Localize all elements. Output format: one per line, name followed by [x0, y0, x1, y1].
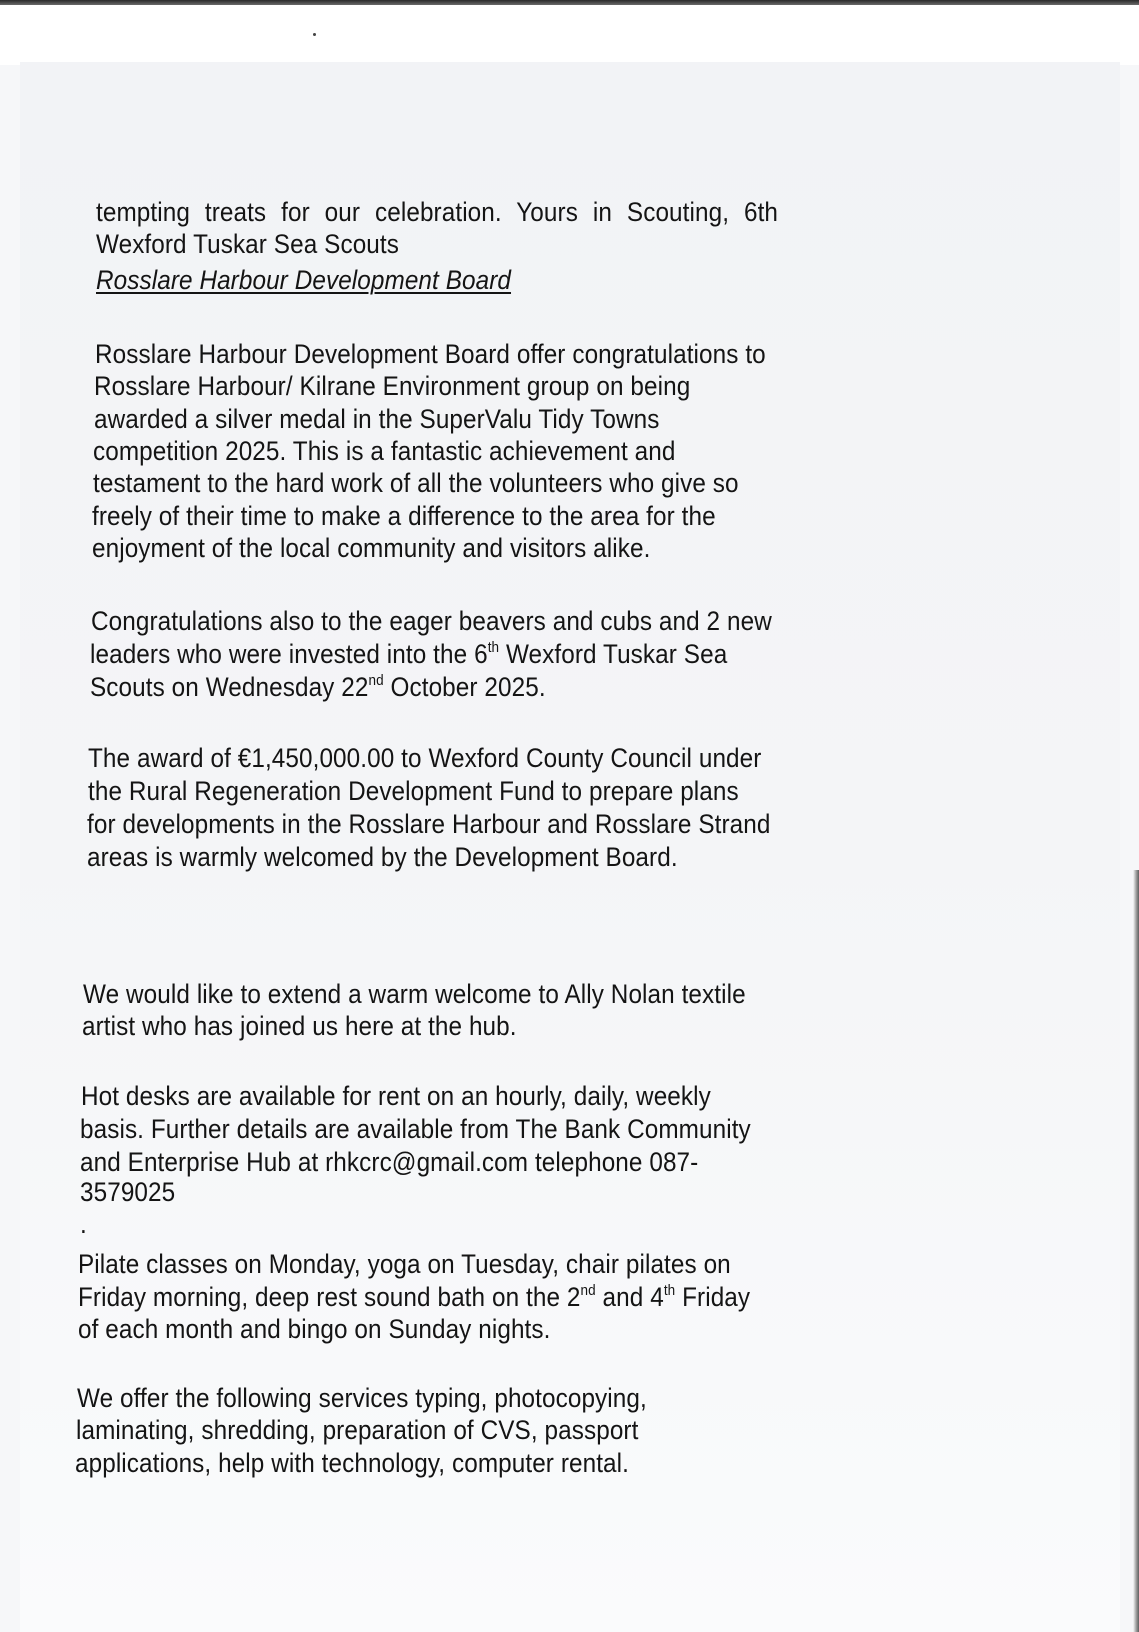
paragraph-line: We would like to extend a warm welcome to Ally Nolan textile [83, 979, 746, 1009]
paragraph-line [78, 1281, 750, 1313]
paragraph-line: applications, help with technology, computer rental. [75, 1448, 630, 1478]
paragraph-line: for developments in the Rosslare Harbour and Rosslare Strand [87, 809, 771, 839]
paragraph-line: and Enterprise Hub at rhkcrc@gmail.com telephone 087- [80, 1147, 699, 1177]
stray-period: . [80, 1209, 87, 1239]
intro-line: tempting treats for our celebration. Yours in Scouting, 6th [96, 197, 779, 227]
intro-line: Wexford Tuskar Sea Scouts [96, 229, 399, 259]
text-run: Scouts on Wednesday 22 [90, 672, 369, 702]
ordinal-suffix: nd [368, 672, 384, 689]
paragraph-line [90, 638, 727, 670]
paragraph-line: basis. Further details are available from The Bank Community [80, 1114, 751, 1144]
ordinal-suffix: th [487, 639, 500, 656]
paragraph-line [90, 671, 546, 703]
paragraph-line: freely of their time to make a difference to the area for the [92, 501, 716, 531]
paragraph-line: testament to the hard work of all the volunteers who give so [93, 468, 739, 498]
paragraph-line: laminating, shredding, preparation of CVS, passport [76, 1415, 639, 1445]
paragraph-line: Rosslare Harbour/ Kilrane Environment group on being [94, 371, 691, 401]
paragraph-line: Hot desks are available for rent on an hourly, daily, weekly [81, 1081, 711, 1111]
text-run: leaders who were invested into the 6 [90, 639, 488, 669]
paragraph-line: artist who has joined us here at the hub. [82, 1011, 517, 1041]
text-run: and 4 [595, 1282, 664, 1312]
paragraph-line: competition 2025. This is a fantastic achievement and [93, 436, 676, 466]
paragraph-line: Congratulations also to the eager beavers and cubs and 2 new [91, 606, 772, 636]
paragraph-line: Rosslare Harbour Development Board offer congratulations to [95, 339, 766, 369]
ordinal-suffix: th [663, 1282, 676, 1299]
text-run: Friday [675, 1282, 751, 1312]
paragraph-line: 3579025 [80, 1177, 176, 1207]
paragraph-line: The award of €1,450,000.00 to Wexford County Council under [88, 743, 762, 773]
paragraph-line: areas is warmly welcomed by the Development Board. [87, 842, 678, 872]
scan-margin [0, 5, 1139, 65]
paragraph-line: awarded a silver medal in the SuperValu Tidy Towns [94, 404, 660, 434]
page-right-edge [1133, 870, 1139, 1632]
ordinal-suffix: nd [580, 1282, 596, 1299]
paragraph-line: Pilate classes on Monday, yoga on Tuesday, chair pilates on [78, 1249, 731, 1279]
scan-speck [313, 33, 316, 36]
paragraph-line: We offer the following services typing, photocopying, [77, 1383, 647, 1413]
text-run: Wexford Tuskar Sea [499, 639, 728, 669]
paragraph-line: of each month and bingo on Sunday nights. [78, 1314, 551, 1344]
paragraph-line: the Rural Regeneration Development Fund to prepare plans [88, 776, 739, 806]
text-run: Friday morning, deep rest sound bath on the 2 [78, 1282, 581, 1312]
text-run: October 2025. [383, 672, 546, 702]
paragraph-line: enjoyment of the local community and visitors alike. [92, 533, 651, 563]
section-heading: Rosslare Harbour Development Board [96, 265, 512, 295]
